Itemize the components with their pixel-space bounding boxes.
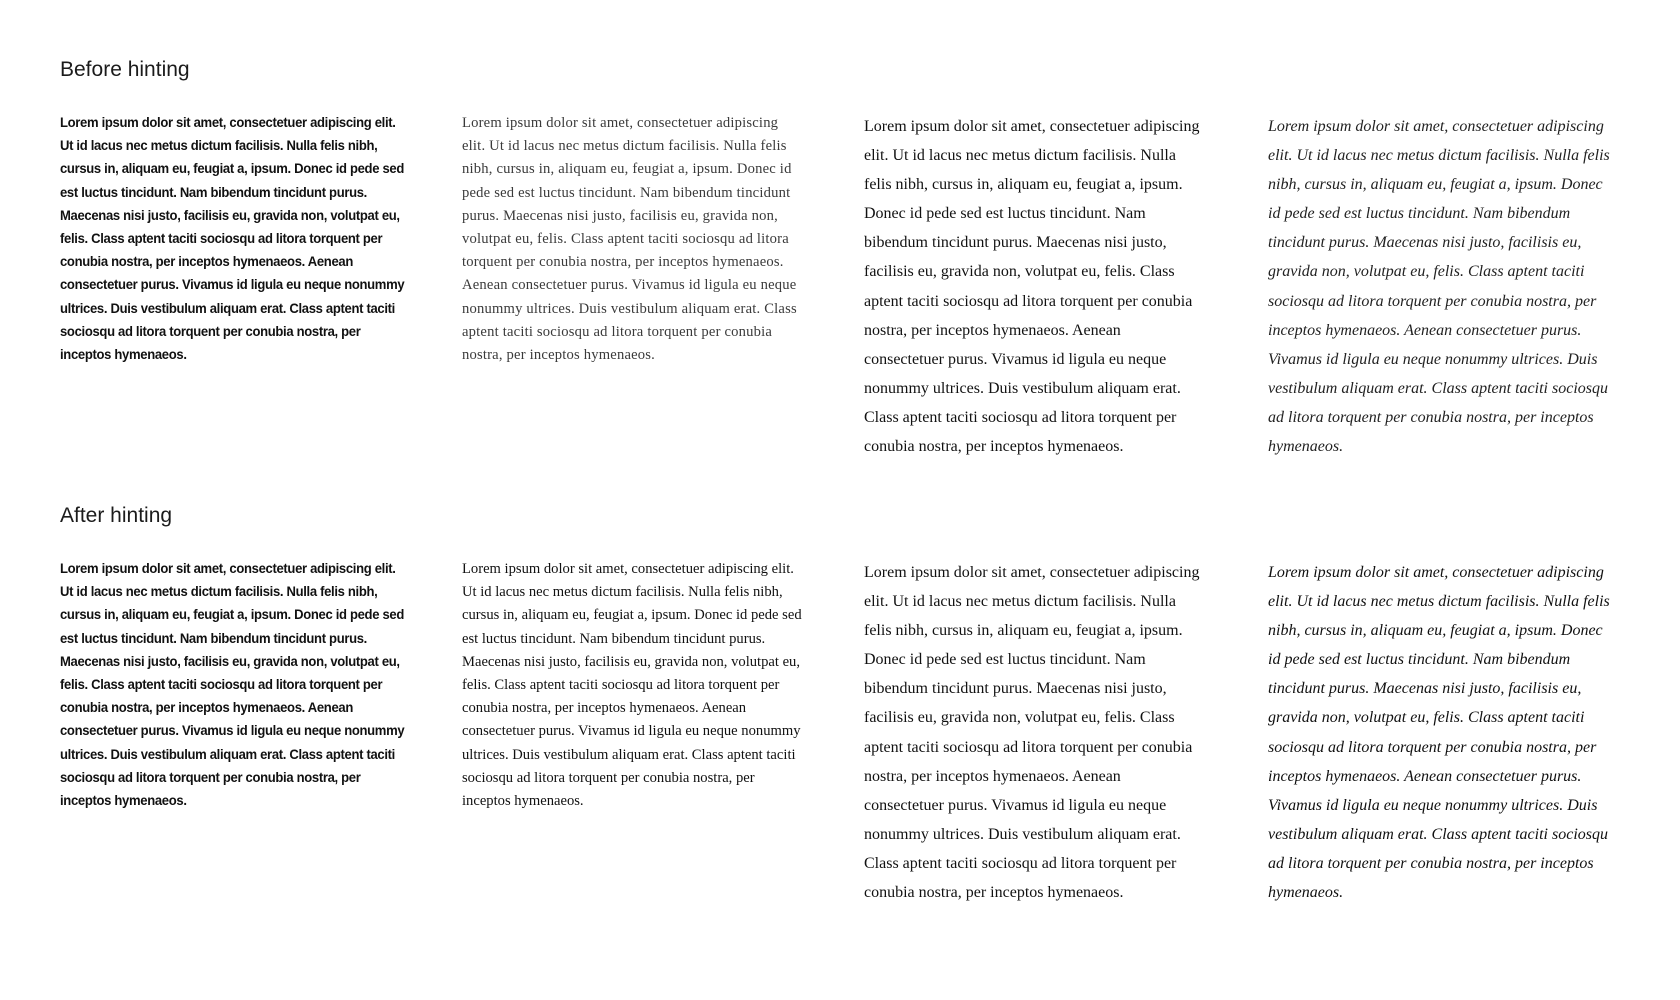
sample-serif-regular: Lorem ipsum dolor sit amet, consectetuer adipiscing elit. Ut id lacus nec metus dictum facilisis. Nulla felis nibh, cursus in, aliquam eu, feugiat a, ipsum. Donec id pede sed est luctus tincidunt. Nam bibendum tincidunt purus. Maecenas nisi justo, facilisis eu, gravida non, volutpat eu, felis. Class aptent taciti sociosqu ad litora torquent per conubia nostra, per inceptos hymenaeos. Aenean consectetuer purus. Vivamus id ligula eu neque nonummy ultrices. Duis vestibulum aliquam erat. Class aptent taciti sociosqu ad litora torquent per conubia nostra, per inceptos hymenaeos. [864,118,1200,456]
sample-condensed-sans-bold: Lorem ipsum dolor sit amet, consectetuer adipiscing elit. Ut id lacus nec metus dictum facilisis. Nulla felis nibh, cursus in, aliquam eu, feugiat a, ipsum. Donec id pede sed est luctus tincidunt. Nam bibendum tincidunt purus. Maecenas nisi justo, facilisis eu, gravida non, volutpat eu, felis. Class aptent taciti sociosqu ad litora torquent per conubia nostra, per inceptos hymenaeos. Aenean consectetuer purus. Vivamus id ligula eu neque nonummy ultrices. Duis vestibulum aliquam erat. Class aptent taciti sociosqu ad litora torquent per conubia nostra, per inceptos hymenaeos. [60,561,405,810]
after-hinting-heading: After hinting [60,504,173,527]
sample-serif-italic: Lorem ipsum dolor sit amet, consectetuer adipiscing elit. Ut id lacus nec metus dictum facilisis. Nulla felis nibh, cursus in, aliquam eu, feugiat a, ipsum. Donec id pede sed est luctus tincidunt. Nam bibendum tincidunt purus. Maecenas nisi justo, facilisis eu, gravida non, volutpat eu, felis. Class aptent taciti sociosqu ad litora torquent per conubia nostra, per inceptos hymenaeos. Aenean consectetuer purus. Vivamus id ligula eu neque nonummy ultrices. Duis vestibulum aliquam erat. Class aptent taciti sociosqu ad litora torquent per conubia nostra, per inceptos hymenaeos. [1268,118,1610,456]
sample-serif-regular: Lorem ipsum dolor sit amet, consectetuer adipiscing elit. Ut id lacus nec metus dictum facilisis. Nulla felis nibh, cursus in, aliquam eu, feugiat a, ipsum. Donec id pede sed est luctus tincidunt. Nam bibendum tincidunt purus. Maecenas nisi justo, facilisis eu, gravida non, volutpat eu, felis. Class aptent taciti sociosqu ad litora torquent per conubia nostra, per inceptos hymenaeos. Aenean consectetuer purus. Vivamus id ligula eu neque nonummy ultrices. Duis vestibulum aliquam erat. Class aptent taciti sociosqu ad litora torquent per conubia nostra, per inceptos hymenaeos. [864,564,1200,902]
after-hinting-section [60,502,1640,902]
sample-light-serif: Lorem ipsum dolor sit amet, consectetuer adipiscing elit. Ut id lacus nec metus dictum facilisis. Nulla felis nibh, cursus in, aliquam eu, feugiat a, ipsum. Donec id pede sed est luctus tincidunt. Nam bibendum tincidunt purus. Maecenas nisi justo, facilisis eu, gravida non, volutpat eu, felis. Class aptent taciti sociosqu ad litora torquent per conubia nostra, per inceptos hymenaeos. Aenean consectetuer purus. Vivamus id ligula eu neque nonummy ultrices. Duis vestibulum aliquam erat. Class aptent taciti sociosqu ad litora torquent per conubia nostra, per inceptos hymenaeos. [462,115,797,364]
sample-light-serif: Lorem ipsum dolor sit amet, consectetuer adipiscing elit. Ut id lacus nec metus dictum facilisis. Nulla felis nibh, cursus in, aliquam eu, feugiat a, ipsum. Donec id pede sed est luctus tincidunt. Nam bibendum tincidunt purus. Maecenas nisi justo, facilisis eu, gravida non, volutpat eu, felis. Class aptent taciti sociosqu ad litora torquent per conubia nostra, per inceptos hymenaeos. Aenean consectetuer purus. Vivamus id ligula eu neque nonummy ultrices. Duis vestibulum aliquam erat. Class aptent taciti sociosqu ad litora torquent per conubia nostra, per inceptos hymenaeos. [462,561,802,810]
sample-serif-italic: Lorem ipsum dolor sit amet, consectetuer adipiscing elit. Ut id lacus nec metus dictum facilisis. Nulla felis nibh, cursus in, aliquam eu, feugiat a, ipsum. Donec id pede sed est luctus tincidunt. Nam bibendum tincidunt purus. Maecenas nisi justo, facilisis eu, gravida non, volutpat eu, felis. Class aptent taciti sociosqu ad litora torquent per conubia nostra, per inceptos hymenaeos. Aenean consectetuer purus. Vivamus id ligula eu neque nonummy ultrices. Duis vestibulum aliquam erat. Class aptent taciti sociosqu ad litora torquent per conubia nostra, per inceptos hymenaeos. [1268,564,1610,902]
sample-condensed-sans-bold: Lorem ipsum dolor sit amet, consectetuer adipiscing elit. Ut id lacus nec metus dictum facilisis. Nulla felis nibh, cursus in, aliquam eu, feugiat a, ipsum. Donec id pede sed est luctus tincidunt. Nam bibendum tincidunt purus. Maecenas nisi justo, facilisis eu, gravida non, volutpat eu, felis. Class aptent taciti sociosqu ad litora torquent per conubia nostra, per inceptos hymenaeos. Aenean consectetuer purus. Vivamus id ligula eu neque nonummy ultrices. Duis vestibulum aliquam erat. Class aptent taciti sociosqu ad litora torquent per conubia nostra, per inceptos hymenaeos. [60,115,405,364]
before-hinting-section [60,56,1640,456]
before-hinting-heading: Before hinting [60,58,190,81]
